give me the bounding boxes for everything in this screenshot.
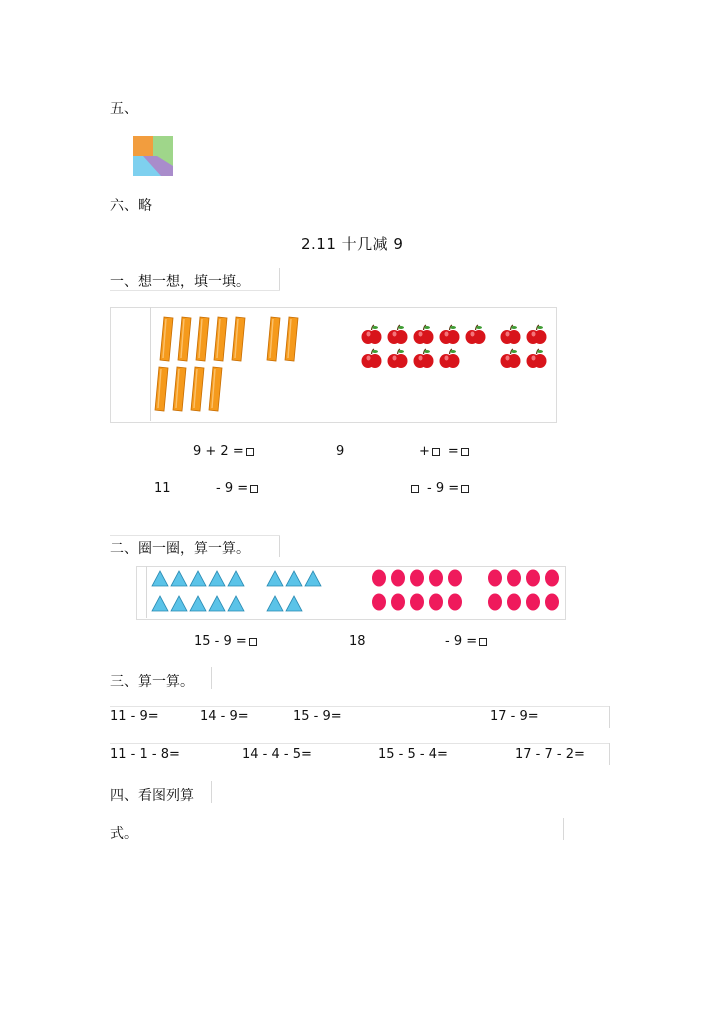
- part4-header: 四、看图列算: [110, 788, 194, 804]
- part2-header: 二、圈一圈，算一算。: [110, 541, 250, 557]
- part3-row2-item: 11 - 1 - 8=: [110, 747, 180, 762]
- answer-box[interactable]: [461, 448, 469, 456]
- part3-row1-item: 15 - 9=: [293, 709, 342, 724]
- part1-eq-c: - 9 =: [216, 481, 258, 496]
- part4-header-cont: 式。: [110, 826, 138, 842]
- part2-eq-b-num: 18: [349, 634, 366, 649]
- answer-box[interactable]: [479, 638, 487, 646]
- part1-eq-b-num: 9: [336, 444, 345, 459]
- part2-eq-b: - 9 =: [445, 634, 487, 649]
- answer-box[interactable]: [246, 448, 254, 456]
- part2-eq-a: 15 - 9 =: [194, 634, 257, 649]
- part1-picture-art: [150, 312, 550, 417]
- part3-row1-item: 11 - 9=: [110, 709, 159, 724]
- section-5-label: 五、: [110, 101, 138, 117]
- part3-row2-item: 14 - 4 - 5=: [242, 747, 312, 762]
- answer-box[interactable]: [461, 485, 469, 493]
- part1-eq-c-num: 11: [154, 481, 171, 496]
- answer-box[interactable]: [250, 485, 258, 493]
- lesson-title: 2.11 十几减 9: [301, 235, 404, 253]
- part1-eq-b: + =: [419, 444, 469, 459]
- section-6-label: 六、略: [110, 198, 152, 214]
- part1-header: 一、想一想，填一填。: [110, 274, 250, 290]
- answer-box[interactable]: [432, 448, 440, 456]
- tangram-square-icon: [133, 136, 173, 176]
- part3-row1-item: 17 - 9=: [490, 709, 539, 724]
- part3-row2-item: 15 - 5 - 4=: [378, 747, 448, 762]
- answer-box[interactable]: [411, 485, 419, 493]
- part1-eq-d: - 9 =: [409, 481, 469, 496]
- part3-row1-item: 14 - 9=: [200, 709, 249, 724]
- part3-header: 三、算一算。: [110, 674, 194, 690]
- part3-row2-item: 17 - 7 - 2=: [515, 747, 585, 762]
- part1-eq-a: 9 + 2 =: [193, 444, 254, 459]
- answer-box[interactable]: [249, 638, 257, 646]
- part2-picture-art: [146, 568, 564, 616]
